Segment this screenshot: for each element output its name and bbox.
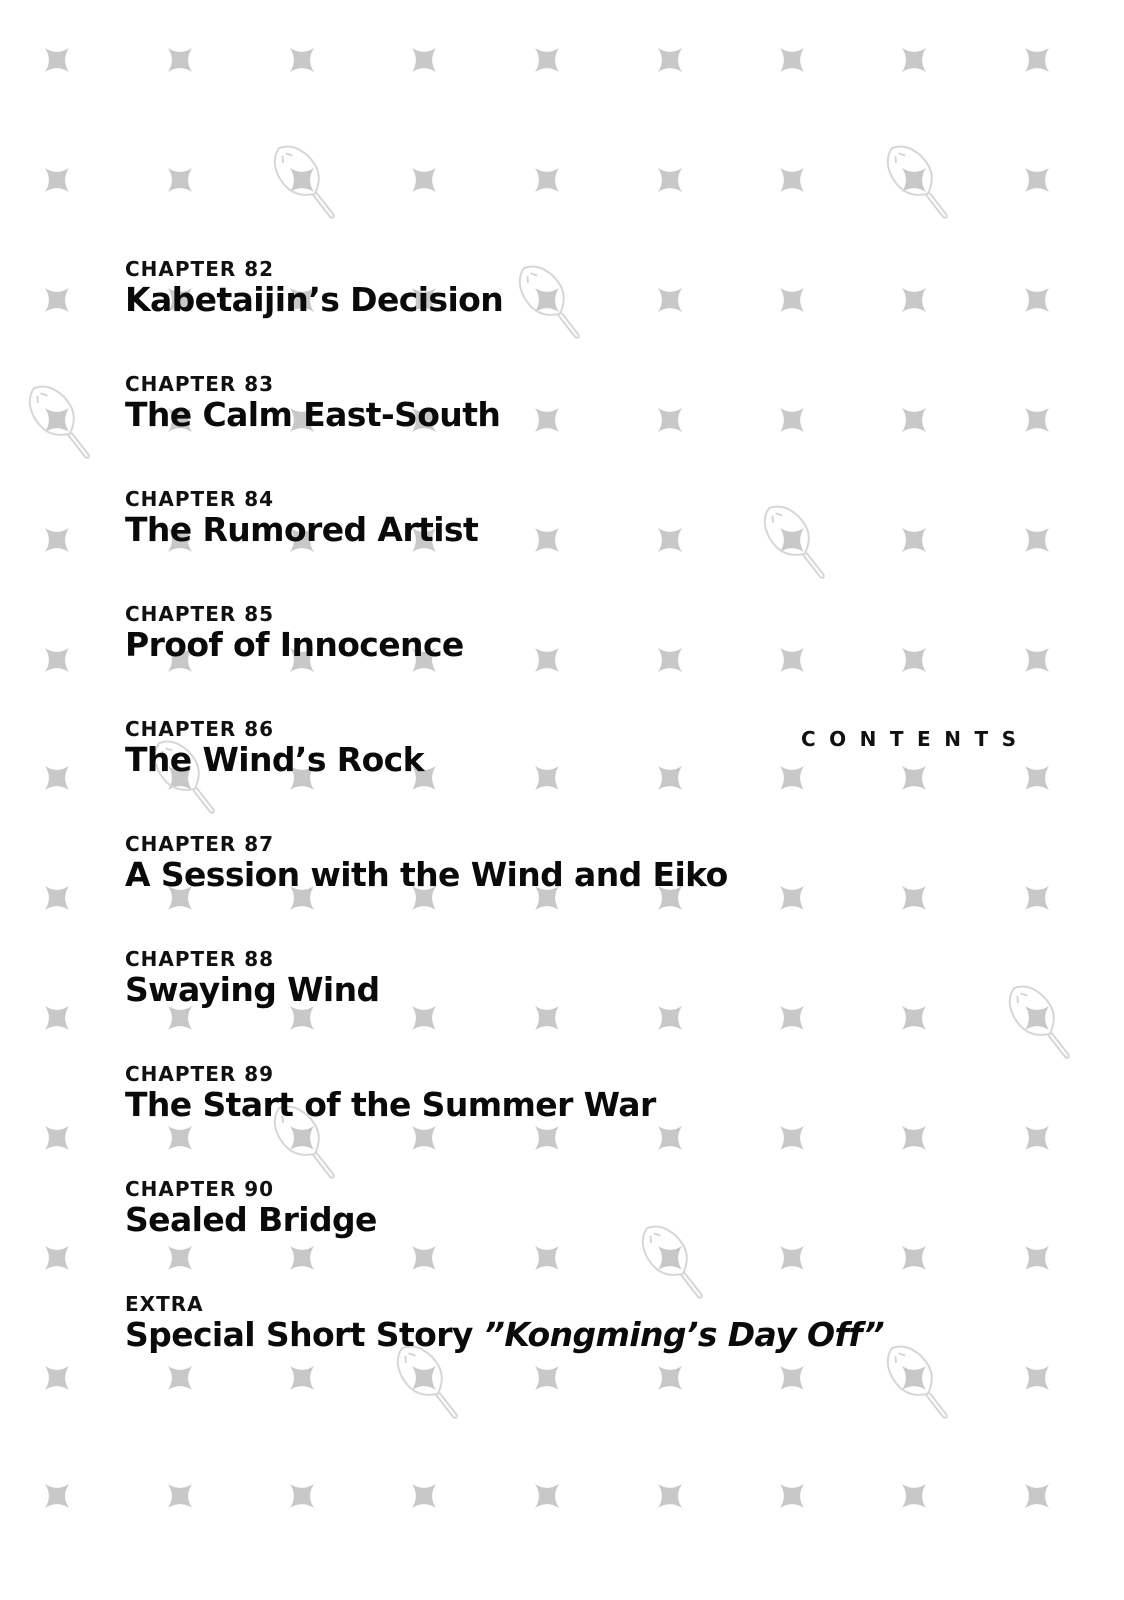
chapter-title: Proof of Innocence [125, 625, 464, 664]
four-point-star-icon [902, 1246, 926, 1270]
four-point-star-icon [535, 48, 559, 72]
toc-entry-chapter-90 [125, 1178, 885, 1293]
four-point-star-icon [1025, 408, 1049, 432]
four-point-star-icon [1025, 1366, 1049, 1390]
four-point-star-icon [290, 168, 314, 192]
four-point-star-icon [658, 48, 682, 72]
chapter-title: The Calm East-South [125, 395, 501, 434]
four-point-star-icon [1025, 886, 1049, 910]
four-point-star-icon [412, 48, 436, 72]
four-point-star-icon [45, 1366, 69, 1390]
four-point-star-icon [1025, 1246, 1049, 1270]
four-point-star-icon [412, 168, 436, 192]
chapter-label: CHAPTER 82 [125, 257, 275, 281]
four-point-star-icon [45, 766, 69, 790]
four-point-star-icon [1025, 648, 1049, 672]
four-point-star-icon [412, 1484, 436, 1508]
extra-title-text: Special Short Story [125, 1315, 484, 1354]
chapter-label: CHAPTER 84 [125, 487, 275, 511]
toc-entry-chapter-86 [125, 718, 885, 833]
four-point-star-icon [45, 648, 69, 672]
chapter-label: CHAPTER 88 [125, 947, 275, 971]
chapter-label: CHAPTER 90 [125, 1177, 275, 1201]
four-point-star-icon [168, 168, 192, 192]
four-point-star-icon [45, 1246, 69, 1270]
toc-entry-chapter-83 [125, 373, 885, 488]
four-point-star-icon [1025, 766, 1049, 790]
chapter-title: Sealed Bridge [125, 1200, 377, 1239]
extra-title [125, 1315, 885, 1355]
four-point-star-icon [45, 48, 69, 72]
four-point-star-icon [45, 528, 69, 552]
four-point-star-icon [168, 1484, 192, 1508]
four-point-star-icon [45, 886, 69, 910]
contents-heading: CONTENTS [801, 727, 1030, 751]
chapter-label: CHAPTER 83 [125, 372, 275, 396]
chapter-title: A Session with the Wind and Eiko [125, 855, 728, 894]
four-point-star-icon [902, 766, 926, 790]
four-point-star-icon [1025, 1126, 1049, 1150]
chapter-title: Kabetaijin’s Decision [125, 280, 504, 319]
four-point-star-icon [902, 886, 926, 910]
four-point-star-icon [780, 48, 804, 72]
chapter-label: CHAPTER 87 [125, 832, 275, 856]
four-point-star-icon [902, 1484, 926, 1508]
toc-entry-chapter-82 [125, 258, 885, 373]
chapter-title: The Start of the Summer War [125, 1085, 656, 1124]
four-point-star-icon [45, 288, 69, 312]
four-point-star-icon [780, 168, 804, 192]
chapter-label: CHAPTER 86 [125, 717, 275, 741]
toc-entry-chapter-88 [125, 948, 885, 1063]
four-point-star-icon [45, 408, 69, 432]
four-point-star-icon [45, 1484, 69, 1508]
four-point-star-icon [902, 1366, 926, 1390]
four-point-star-icon [290, 1484, 314, 1508]
toc-entry-extra [125, 1293, 885, 1408]
four-point-star-icon [902, 528, 926, 552]
four-point-star-icon [1025, 168, 1049, 192]
chapter-label: CHAPTER 85 [125, 602, 275, 626]
four-point-star-icon [902, 1006, 926, 1030]
four-point-star-icon [902, 48, 926, 72]
four-point-star-icon [535, 168, 559, 192]
four-point-star-icon [45, 168, 69, 192]
extra-title-italic: ”Kongming’s Day Off” [483, 1315, 885, 1354]
four-point-star-icon [45, 1006, 69, 1030]
toc-entry-chapter-89 [125, 1063, 885, 1178]
chapter-title: The Rumored Artist [125, 510, 479, 549]
four-point-star-icon [902, 288, 926, 312]
four-point-star-icon [658, 168, 682, 192]
four-point-star-icon [902, 408, 926, 432]
four-point-star-icon [902, 1126, 926, 1150]
extra-label: EXTRA [125, 1292, 204, 1316]
four-point-star-icon [168, 48, 192, 72]
four-point-star-icon [1025, 528, 1049, 552]
four-point-star-icon [1025, 1484, 1049, 1508]
four-point-star-icon [1025, 1006, 1049, 1030]
toc-entry-chapter-87 [125, 833, 885, 948]
toc-entry-chapter-85 [125, 603, 885, 718]
four-point-star-icon [1025, 48, 1049, 72]
four-point-star-icon [902, 648, 926, 672]
four-point-star-icon [290, 48, 314, 72]
chapter-title: Swaying Wind [125, 970, 380, 1009]
four-point-star-icon [902, 168, 926, 192]
chapter-title: The Wind’s Rock [125, 740, 424, 779]
four-point-star-icon [1025, 288, 1049, 312]
four-point-star-icon [535, 1484, 559, 1508]
four-point-star-icon [658, 1484, 682, 1508]
four-point-star-icon [780, 1484, 804, 1508]
toc-entry-chapter-84 [125, 488, 885, 603]
table-of-contents [125, 258, 885, 1408]
four-point-star-icon [45, 1126, 69, 1150]
chapter-label: CHAPTER 89 [125, 1062, 275, 1086]
